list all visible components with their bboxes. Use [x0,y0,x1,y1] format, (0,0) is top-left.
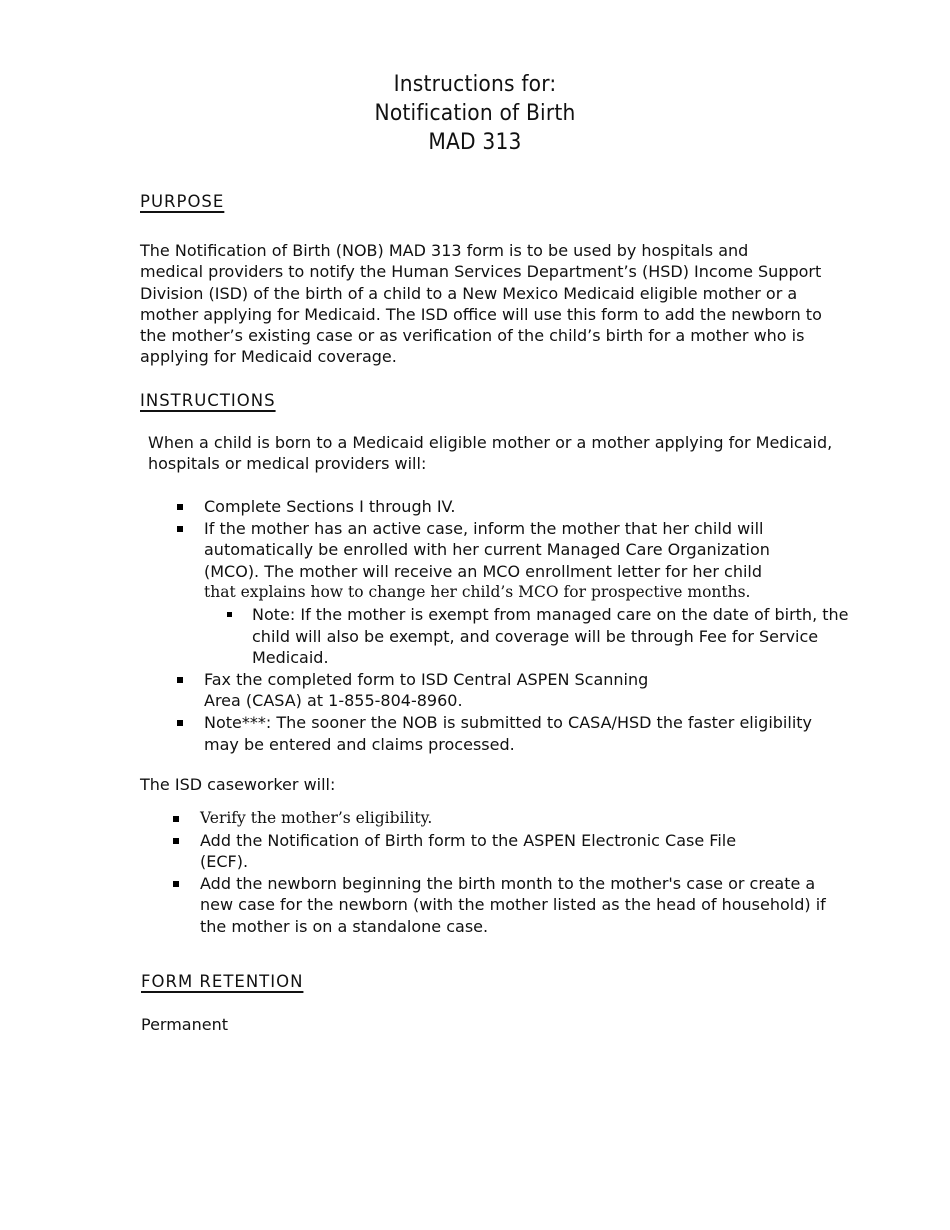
list-item [200,808,840,830]
list-item-line: Complete Sections I through IV. [204,497,456,516]
title-line-1: Instructions for: [393,72,557,97]
sub-bullet-icon [227,612,232,617]
caseworker-intro [140,774,820,795]
purpose-line: medical providers to notify the Human Services Department’s (HSD) Income Support [140,262,822,282]
bullet-icon [173,816,179,822]
list-item [204,496,844,518]
list-item-line: new case for the newborn (with the mother listed as the head of household) if [200,895,826,915]
list-item [200,873,840,938]
purpose-line: mother applying for Medicaid. The ISD office will use this form to add the newborn to [140,304,822,324]
bullet-icon [177,504,183,510]
purpose-line: The Notification of Birth (NOB) MAD 313 form is to be used by hospitals and [140,241,749,260]
sub-list-item [252,604,849,669]
list-item [204,669,844,712]
list-item-line: may be entered and claims processed. [204,734,515,754]
retention-value: Permanent [141,1015,229,1034]
instructions-intro-line: hospitals or medical providers will: [148,454,427,474]
list-item [200,830,840,873]
list-item-line: (ECF). [200,852,249,872]
bullet-icon [177,720,183,726]
list-item-line: Area (CASA) at 1-855-804-8960. [204,691,463,711]
instructions-heading: INSTRUCTIONS [140,391,276,410]
document-title [38,70,912,157]
bullet-icon [177,526,183,532]
list-item-line: Verify the mother’s eligibility. [200,809,433,827]
caseworker-list [200,808,840,938]
form-retention-heading: FORM RETENTION [141,972,304,991]
list-item-line: automatically be enrolled with her current Managed Care Organization [204,540,770,560]
form-retention-value [141,1014,228,1035]
title-line-3: MAD 313 [428,130,522,155]
purpose-line: applying for Medicaid coverage. [140,347,397,367]
bullet-icon [173,838,179,844]
list-item-line: Add the newborn beginning the birth month to the mother's case or create a [200,873,816,893]
list-item-line: the mother is on a standalone case. [200,916,489,936]
instructions-intro [148,432,833,475]
list-item-line: Fax the completed form to ISD Central ASPEN Scanning [204,669,649,689]
purpose-paragraph [140,240,820,368]
instructions-intro-line: When a child is born to a Medicaid eligible mother or a mother applying for Medicaid, [148,433,833,452]
purpose-line: the mother’s existing case or as verification of the child’s birth for a mother who is [140,326,805,346]
list-item-line: that explains how to change her child’s MCO for prospective months. [204,583,751,602]
title-line-2: Notification of Birth [374,101,576,126]
list-item-line: Add the Notification of Birth form to the ASPEN Electronic Case File [200,830,737,850]
provider-instructions-list [204,496,849,755]
list-item [204,712,844,755]
bullet-icon [173,881,179,887]
caseworker-intro-line: The ISD caseworker will: [140,775,336,794]
list-item [204,518,849,669]
list-item-line: (MCO). The mother will receive an MCO enrollment letter for her child [204,561,762,581]
purpose-line: Division (ISD) of the birth of a child to a New Mexico Medicaid eligible mother or a [140,283,798,303]
list-item-line: If the mother has an active case, inform the mother that her child will [204,518,764,538]
bullet-icon [177,677,183,683]
sub-list-item-line: Note: If the mother is exempt from managed care on the date of birth, the [252,604,849,624]
purpose-heading: PURPOSE [140,192,225,211]
sub-list-item-line: Medicaid. [252,648,329,668]
list-item-line: Note***: The sooner the NOB is submitted to CASA/HSD the faster eligibility [204,712,813,732]
sub-list-item-line: child will also be exempt, and coverage will be through Fee for Service [252,626,819,646]
